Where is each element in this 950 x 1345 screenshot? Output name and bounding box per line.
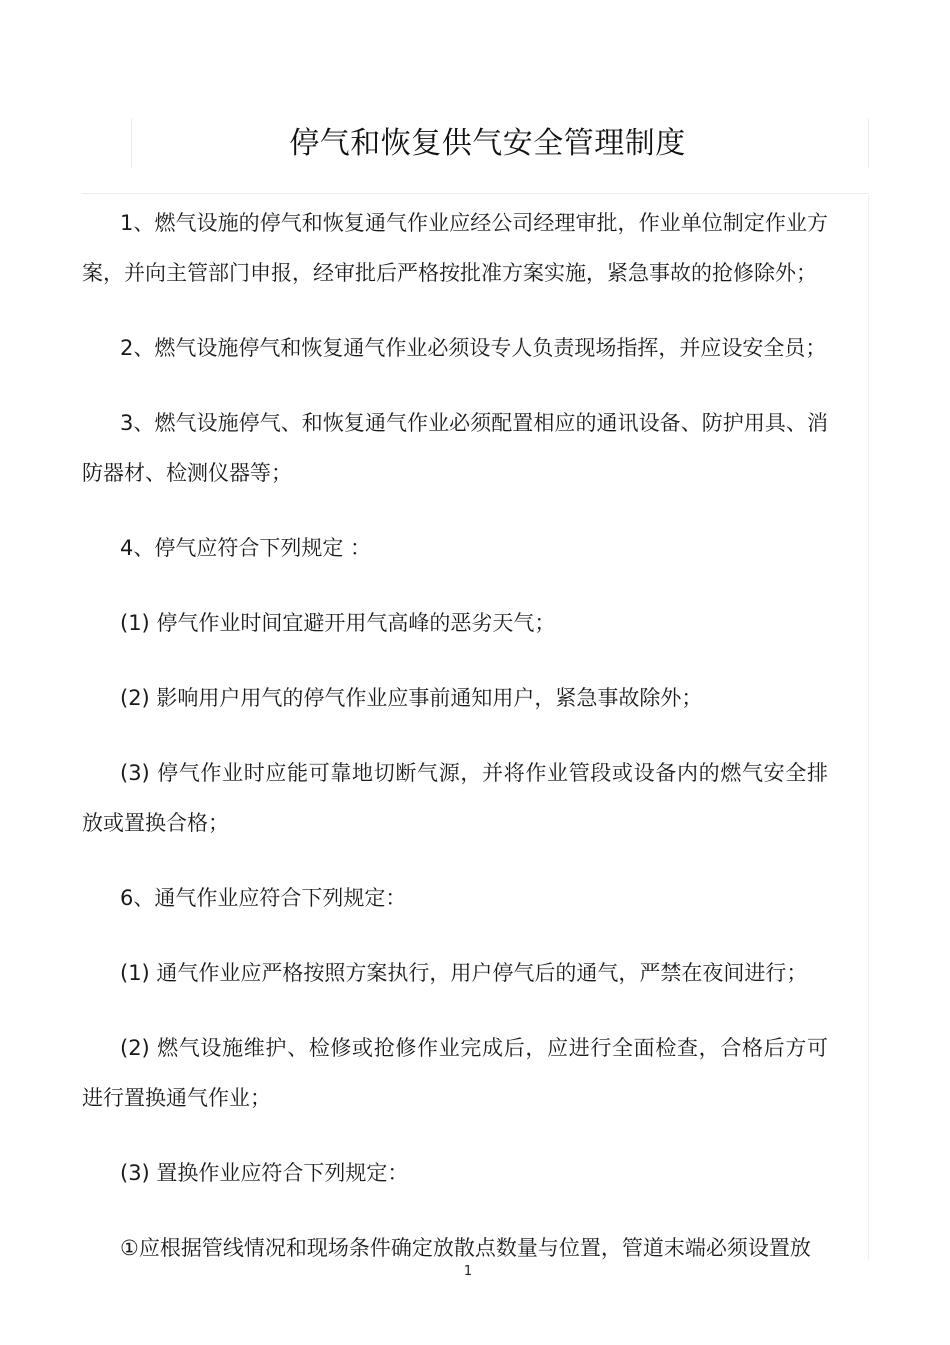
paragraph-2: 2、燃气设施停气和恢复通气作业必须设专人负责现场指挥，并应设安全员； (120, 336, 827, 360)
paragraph-6: (2) 影响用户用气的停气作业应事前通知用户，紧急事故除外； (120, 686, 703, 710)
title-bottom-rule (82, 193, 869, 194)
paragraph-4: 4、停气应符合下列规定 ： (120, 536, 372, 560)
body-right-rule (868, 195, 869, 1260)
page-number: 1 (463, 1264, 473, 1279)
paragraph-3: 3、燃气设施停气、和恢复通气作业必须配置相应的通讯设备、防护用具、消防器材、检测仪器等； (82, 411, 828, 485)
paragraph-9: (1) 通气作业应严格按照方案执行，用户停气后的通气，严禁在夜间进行； (120, 961, 808, 985)
paragraph-11: (3) 置换作业应符合下列规定： (120, 1161, 409, 1185)
paragraph-10: (2) 燃气设施维护、检修或抢修作业完成后，应进行全面检查，合格后方可进行置换通气作业； (82, 1036, 828, 1110)
document-title: 停气和恢复供气安全管理制度 (289, 126, 686, 161)
paragraph-5: (1) 停气作业时间宜避开用气高峰的恶劣天气； (120, 611, 556, 635)
paragraph-8: 6、通气作业应符合下列规定： (120, 886, 407, 910)
paragraph-7: (3) 停气作业时应能可靠地切断气源，并将作业管段或设备内的燃气安全排放或置换合格； (82, 761, 828, 835)
document-body (82, 198, 828, 1298)
paragraph-1: 1、燃气设施的停气和恢复通气作业应经公司经理审批，作业单位制定作业方案，并向主管部门申报，经审批后严格按批准方案实施，紧急事故的抢修除外； (82, 211, 828, 285)
paragraph-12: ①应根据管线情况和现场条件确定放散点数量与位置，管道末端必须设置放 (120, 1236, 811, 1260)
